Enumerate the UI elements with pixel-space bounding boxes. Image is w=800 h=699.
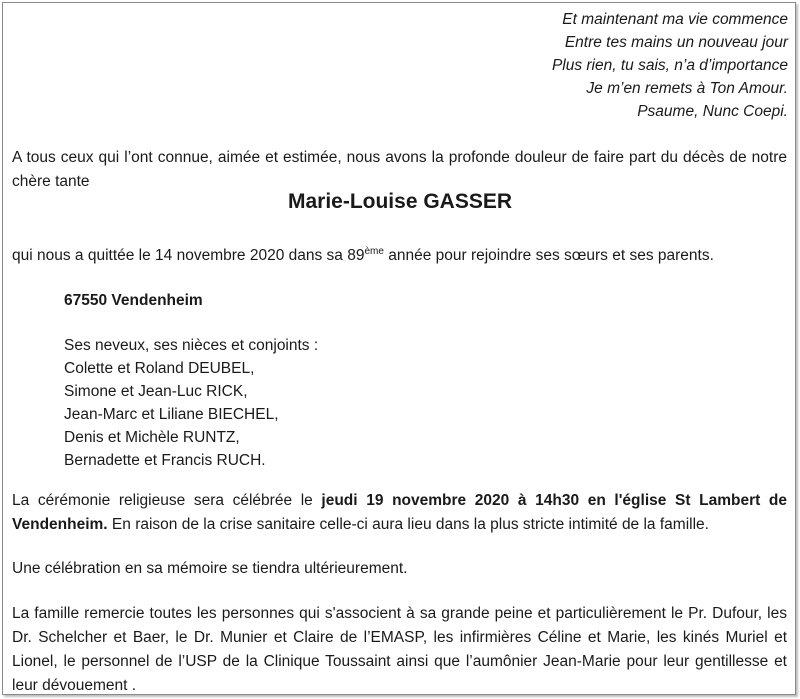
poem-line: Entre tes mains un nouveau jour (564, 34, 788, 51)
family-list (64, 334, 318, 472)
location: 67550 Vendenheim (64, 292, 203, 309)
poem-line: Je m’en remets à Ton Amour. (586, 80, 788, 97)
death-paragraph (12, 244, 787, 268)
poem-epigraph (552, 8, 788, 123)
poem-source: Psaume, Nunc Coepi. (637, 103, 788, 120)
celebration-paragraph: Une célébration en sa mémoire se tiendra ultérieurement. (12, 560, 408, 577)
death-text-end: année pour rejoindre ses sœurs et ses parents. (383, 247, 714, 264)
death-text: qui nous a quittée le 14 novembre 2020 dans sa 89 (12, 247, 365, 264)
family-member: Denis et Michèle RUNTZ, (64, 429, 240, 446)
ceremony-rest: En raison de la crise sanitaire celle-ci aura lieu dans la plus stricte intimité de la famille. (107, 516, 709, 533)
family-member: Simone et Jean-Luc RICK, (64, 383, 248, 400)
family-member: Bernadette et Francis RUCH. (64, 452, 266, 469)
ceremony-lead: La cérémonie religieuse sera célébrée le (12, 492, 322, 509)
family-member: Jean-Marc et Liliane BIECHEL, (64, 406, 279, 423)
ordinal-suffix: ème (364, 245, 384, 257)
ceremony-paragraph (12, 489, 787, 537)
family-member: Colette et Roland DEUBEL, (64, 360, 255, 377)
thanks-paragraph: La famille remercie toutes les personnes qui s'associent à sa grande peine et particulièrement le Pr. Dufour, les Dr. Schelcher et Baer, le Dr. Munier et Claire de l’EMASP, les infirmières Céline et Marie, les kinés Muriel et Lionel, le personnel de l’USP de la Clinique Toussaint ainsi que l’aumônier Jean-Marie pour leur gentillesse et leur dévouement . (12, 605, 787, 694)
poem-line: Plus rien, tu sais, n’a d’importance (551, 57, 788, 74)
deceased-name: Marie-Louise GASSER (287, 190, 513, 213)
ceremony-date-place: jeudi 19 novembre 2020 à 14h30 en l'église St Lambert de Vendenheim. (12, 492, 787, 533)
intro-paragraph: A tous ceux qui l’ont connue, aimée et estimée, nous avons la profonde douleur de faire part du décès de notre chère tante (12, 149, 787, 190)
poem-line: Et maintenant ma vie commence (562, 11, 788, 28)
family-heading: Ses neveux, ses nièces et conjoints : (64, 337, 319, 354)
